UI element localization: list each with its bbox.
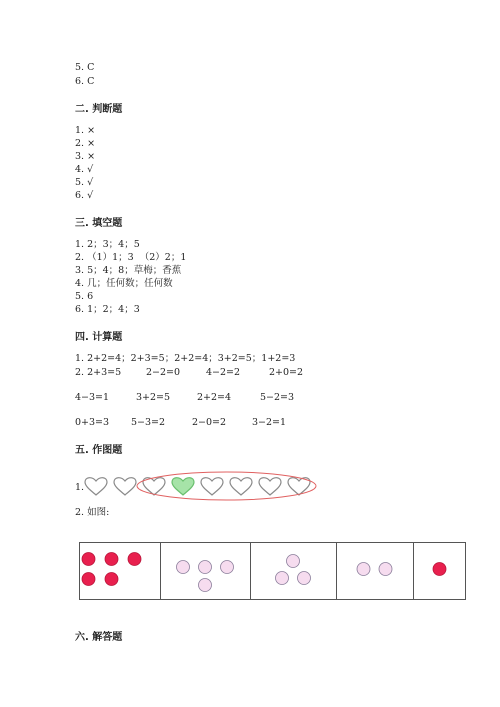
- answer-judge-3: 3. ×: [75, 151, 96, 162]
- calc-item: 5−3=2: [131, 417, 166, 428]
- calc-item: 3+2=5: [136, 392, 171, 403]
- dot: [105, 553, 118, 566]
- dot: [357, 563, 370, 576]
- calc-item: 5−2=3: [260, 392, 295, 403]
- dot: [287, 555, 300, 568]
- answer-judge-5: 5. √: [75, 177, 94, 188]
- dot: [199, 561, 212, 574]
- answer-fill-1: 1. 2；3；4；5: [75, 239, 140, 250]
- dot: [177, 561, 190, 574]
- calc-item: 4−3=1: [75, 392, 110, 403]
- dot: [221, 561, 234, 574]
- answer-mc-6: 6. C: [75, 76, 95, 87]
- section-heading-calc: 四. 计算题: [75, 332, 123, 343]
- calc-item: 2−2=0: [146, 367, 181, 378]
- section-heading-solve: 六. 解答题: [75, 632, 123, 643]
- calc-item: 2. 2+3=5: [75, 367, 122, 378]
- answer-judge-2: 2. ×: [75, 138, 96, 149]
- answer-judge-4: 4. √: [75, 164, 94, 175]
- hearts-figure: [75, 470, 325, 504]
- heart: [114, 478, 136, 495]
- table-border: [80, 543, 466, 600]
- calc-item: 2+0=2: [269, 367, 304, 378]
- answer-fill-2: 2. （1）1；3 （2）2；1: [75, 252, 187, 263]
- dot: [379, 563, 392, 576]
- heart: [201, 478, 223, 495]
- section-heading-drawing: 五. 作图题: [75, 445, 123, 456]
- dot: [199, 579, 212, 592]
- dot: [82, 553, 95, 566]
- dot: [298, 572, 311, 585]
- question-label-1: 1.: [75, 482, 85, 493]
- answer-fill-3: 3. 5；4；8；草梅；香蕉: [75, 265, 182, 276]
- dots-table: [79, 542, 466, 600]
- answer-judge-6: 6. √: [75, 190, 94, 201]
- heart: [230, 478, 252, 495]
- answer-fill-4: 4. 几；任何数；任何数: [75, 278, 173, 289]
- dot: [276, 572, 289, 585]
- heart: [85, 478, 107, 495]
- calc-item: 4−2=2: [206, 367, 241, 378]
- calc-item: 2+2=4: [197, 392, 232, 403]
- dot: [128, 553, 141, 566]
- question-label-2: 2. 如图:: [75, 507, 110, 518]
- heart-filled: [172, 478, 194, 495]
- dot: [105, 573, 118, 586]
- dot: [433, 563, 446, 576]
- calc-item: 0+3=3: [75, 417, 110, 428]
- dot: [82, 573, 95, 586]
- answer-fill-6: 6. 1；2；4；3: [75, 304, 140, 315]
- answer-judge-1: 1. ×: [75, 125, 96, 136]
- heart: [259, 478, 281, 495]
- answer-fill-5: 5. 6: [75, 291, 94, 302]
- calc-item: 2−0=2: [192, 417, 227, 428]
- section-heading-judgement: 二. 判断题: [75, 104, 123, 115]
- calc-item: 3−2=1: [252, 417, 287, 428]
- answer-calc-1: 1. 2+2=4；2+3=5；2+2=4；3+2=5；1+2=3: [75, 353, 296, 364]
- section-heading-fill: 三. 填空题: [75, 218, 123, 229]
- answer-mc-5: 5. C: [75, 62, 95, 73]
